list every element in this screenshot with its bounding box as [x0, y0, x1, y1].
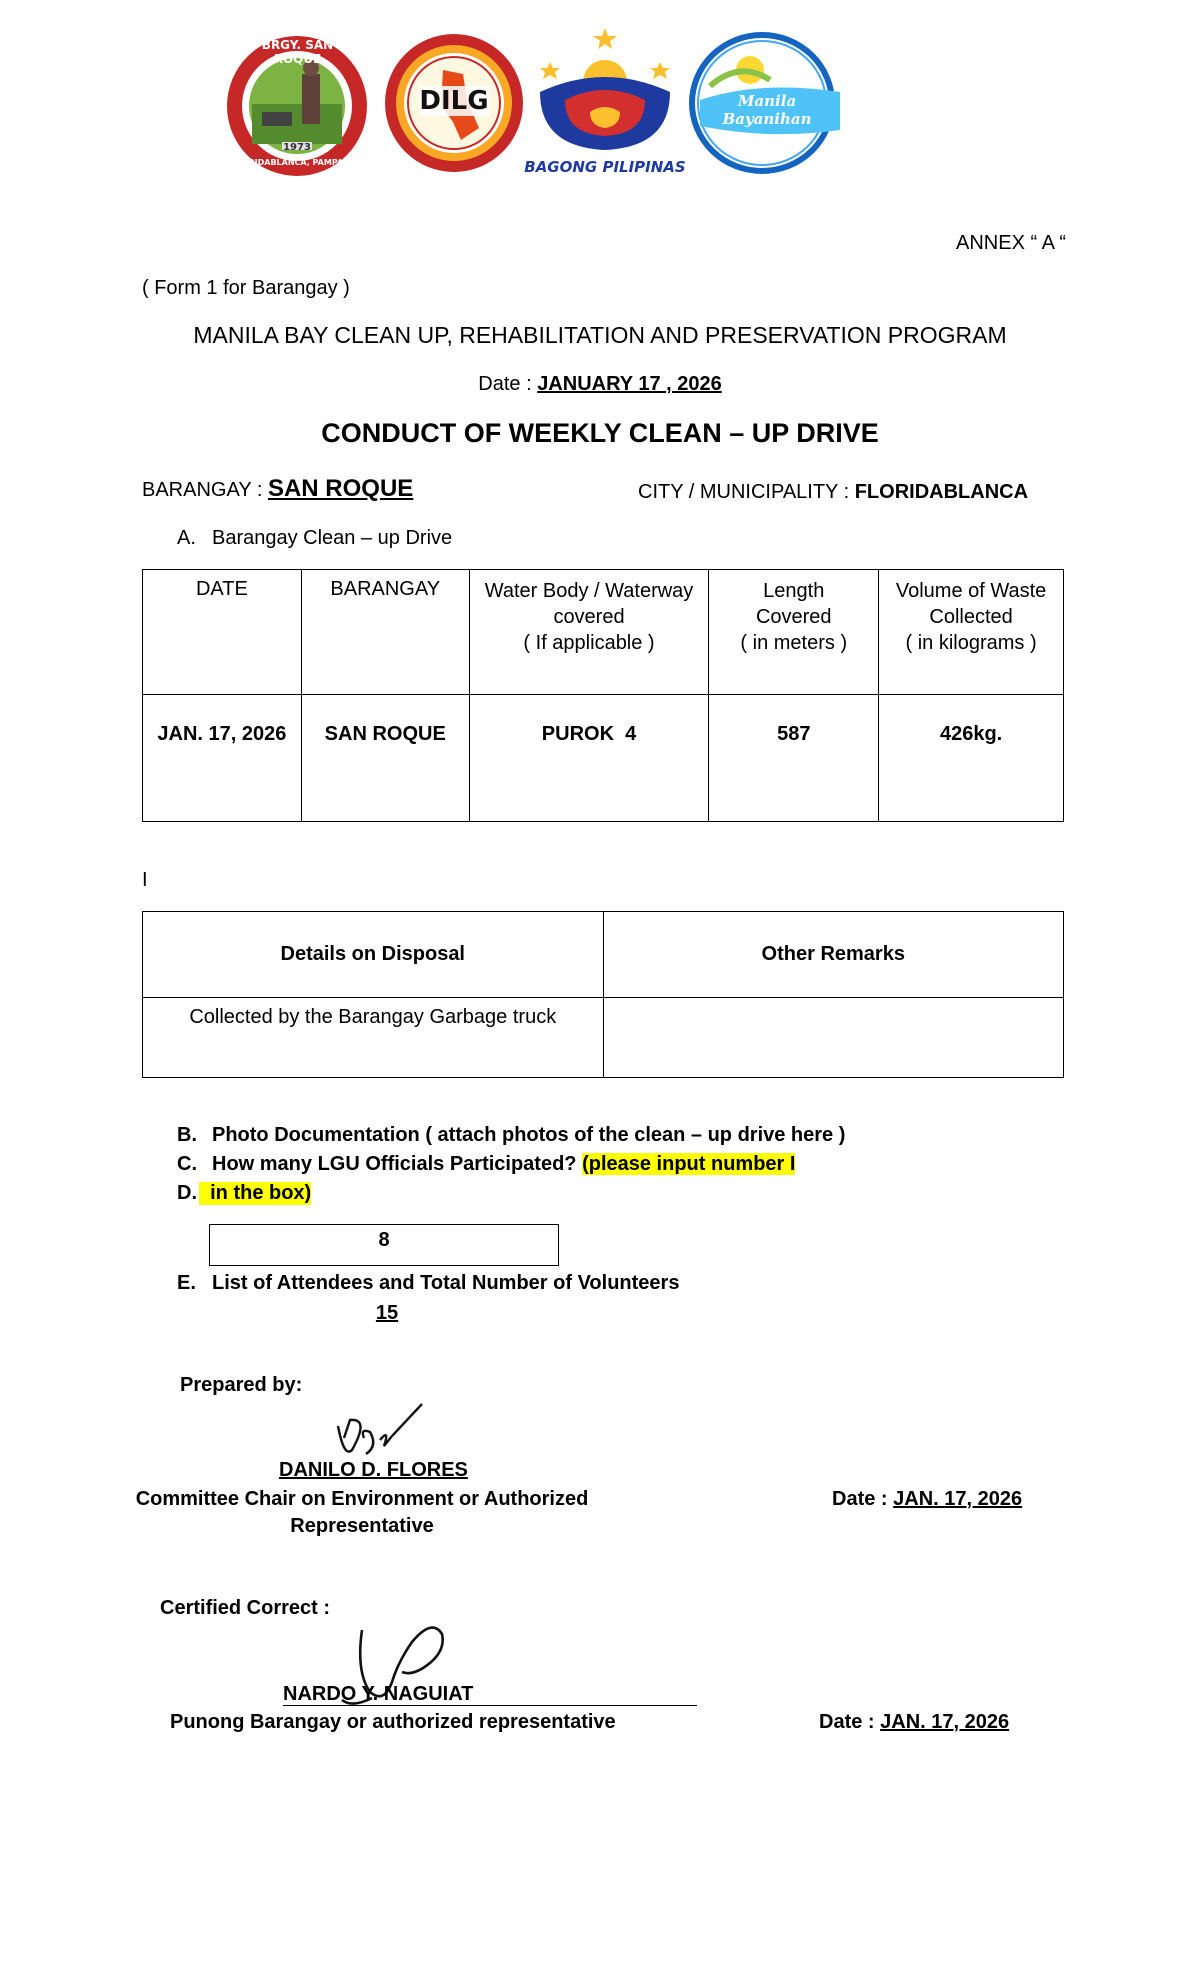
section-a-title: Barangay Clean – up Drive	[212, 527, 453, 549]
item-c-highlight: (please input number I	[582, 1153, 796, 1175]
item-c-label: C.	[177, 1153, 197, 1175]
annex-label: ANNEX “ A “	[956, 232, 1067, 254]
header-barangay	[301, 570, 469, 695]
volunteers-count: 15	[375, 1302, 399, 1324]
header-volume-l3: ( in kilograms )	[905, 632, 1037, 654]
certified-name: NARDO Y. NAGUIAT	[283, 1683, 474, 1705]
item-e-text: List of Attendees and Total Number of Volunteers	[212, 1272, 680, 1294]
certified-title: Punong Barangay or authorized representative	[170, 1711, 616, 1733]
prepared-title-l1: Committee Chair on Environment or Authorized	[135, 1488, 589, 1510]
header-length-l1: Length	[763, 580, 825, 602]
barangay-value: SAN ROQUE	[267, 475, 414, 502]
prepared-label: Prepared by:	[180, 1374, 303, 1396]
disposal-table	[142, 911, 1064, 1078]
prepared-date-line	[832, 1488, 1022, 1511]
header-water-body	[469, 570, 709, 695]
form-label: ( Form 1 for Barangay )	[142, 277, 350, 299]
header-length-l2: Covered	[755, 606, 832, 628]
header-length-l3: ( in meters )	[740, 632, 848, 654]
prepared-date-value: JAN. 17, 2026	[893, 1488, 1023, 1510]
item-b-label: B.	[177, 1124, 197, 1146]
certified-date-line	[819, 1711, 1009, 1734]
program-title: MANILA BAY CLEAN UP, REHABILITATION AND PRESERVATION PROGRAM	[193, 322, 1007, 348]
cell-length: 587	[709, 695, 879, 822]
city-line	[638, 481, 1028, 504]
prepared-signature	[330, 1398, 440, 1468]
cell-barangay: SAN ROQUE	[301, 695, 469, 822]
header-volume	[879, 570, 1064, 695]
cell-volume: 426kg.	[879, 695, 1064, 822]
date-label: Date :	[478, 373, 538, 395]
disposal-header-details-text: Details on Disposal	[280, 943, 465, 965]
barangay-seal-top-text: BRGY. SAN ROQUE	[261, 38, 334, 66]
barangay-seal-bottom-text: FLORIDABLANCA, PAMPANGA	[231, 158, 363, 167]
city-value: FLORIDABLANCA	[854, 481, 1029, 503]
item-e-label: E.	[177, 1272, 196, 1294]
header-date-text: DATE	[195, 578, 248, 600]
clean-up-table	[142, 569, 1064, 822]
officials-count-box[interactable]: 8	[209, 1224, 559, 1266]
cell-date: JAN. 17, 2026	[143, 695, 302, 822]
disposal-header-row	[143, 912, 1064, 998]
cell-water-body: PUROK 4	[469, 695, 709, 822]
section-a-label: A.	[177, 527, 196, 549]
date-value: JANUARY 17 , 2026	[537, 373, 722, 395]
item-c-text: How many LGU Officials Participated?	[212, 1153, 583, 1175]
manila-bay-logo	[680, 30, 850, 176]
header-length	[709, 570, 879, 695]
header-date	[143, 570, 302, 695]
prepared-title-l2: Representative	[290, 1515, 434, 1537]
barangay-seal-year: 1973	[283, 142, 311, 153]
dilg-seal-label: DILG	[419, 86, 489, 116]
table-row	[143, 695, 1064, 822]
table-row	[143, 998, 1064, 1078]
disposal-remarks-cell	[603, 998, 1064, 1078]
bagong-pilipinas-logo	[520, 22, 690, 180]
manila-bay-label: Manila Bayanihan	[722, 92, 812, 128]
certified-date-value: JAN. 17, 2026	[880, 1711, 1010, 1733]
certified-date-label: Date :	[819, 1711, 881, 1733]
stray-mark: I	[142, 869, 148, 891]
header-volume-l2: Collected	[929, 606, 1013, 628]
barangay-label: BARANGAY :	[142, 479, 268, 501]
item-d-highlight: in the box)	[199, 1182, 312, 1204]
item-d-label: D.	[177, 1182, 197, 1204]
date-line	[0, 373, 1200, 396]
disposal-header-remarks	[603, 912, 1064, 998]
bagong-pilipinas-label: BAGONG PILIPINAS	[524, 158, 686, 176]
header-water-l3: ( If applicable )	[523, 632, 655, 654]
certified-label: Certified Correct :	[160, 1597, 331, 1619]
prepared-date-label: Date :	[832, 1488, 894, 1510]
header-volume-l1: Volume of Waste	[895, 580, 1047, 602]
clean-up-table-header-row	[143, 570, 1064, 695]
main-title: CONDUCT OF WEEKLY CLEAN – UP DRIVE	[321, 418, 879, 448]
city-label: CITY / MUNICIPALITY :	[638, 481, 855, 503]
disposal-header-remarks-text: Other Remarks	[761, 943, 905, 965]
item-c-line	[212, 1153, 795, 1176]
header-water-l1: Water Body / Waterway	[484, 580, 694, 602]
item-b-text: Photo Documentation ( attach photos of the clean – up drive here )	[212, 1124, 846, 1146]
barangay-line	[142, 475, 413, 503]
disposal-details-cell: Collected by the Barangay Garbage truck	[143, 998, 604, 1078]
certified-signature-line	[283, 1705, 697, 1706]
barangay-seal-logo	[222, 34, 372, 178]
disposal-header-details	[143, 912, 604, 998]
prepared-name: DANILO D. FLORES	[279, 1459, 468, 1481]
dilg-seal-logo	[383, 30, 525, 176]
header-water-l2: covered	[553, 606, 625, 628]
header-barangay-text: BARANGAY	[330, 578, 441, 600]
